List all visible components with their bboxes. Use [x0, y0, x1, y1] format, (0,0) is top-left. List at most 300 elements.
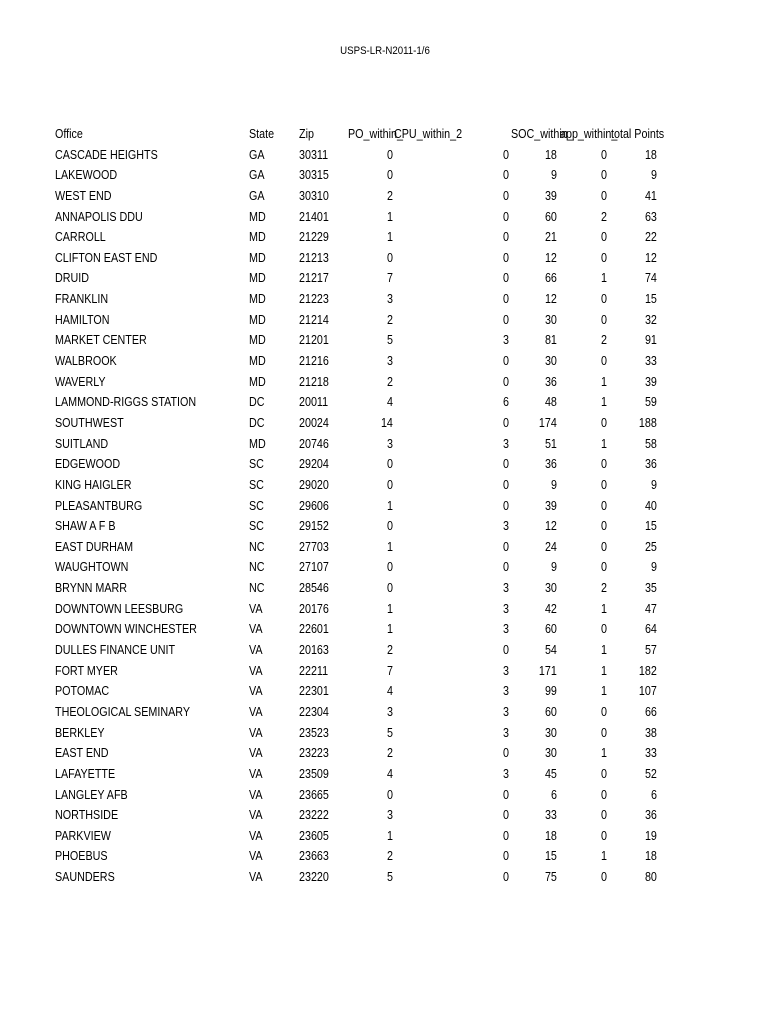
soc-within-cell: 15 — [545, 849, 557, 864]
state-cell: GA — [249, 168, 265, 183]
app-within-cell: 1 — [601, 643, 607, 658]
office-cell: WALBROOK — [55, 354, 117, 369]
table-row — [0, 310, 770, 331]
soc-within-cell: 30 — [545, 354, 557, 369]
po-within-cell: 7 — [387, 271, 393, 286]
office-cell: LAFAYETTE — [55, 766, 116, 781]
table-header-row — [0, 124, 770, 145]
soc-within-cell: 81 — [545, 333, 557, 348]
table-row — [0, 372, 770, 393]
app-within-cell: 0 — [601, 704, 607, 719]
table-body — [0, 145, 770, 888]
zip-cell: 28546 — [299, 581, 329, 596]
table-row — [0, 516, 770, 537]
cpu-within-cell: 3 — [503, 601, 509, 616]
zip-cell: 20011 — [299, 395, 329, 410]
state-cell: NC — [249, 581, 265, 596]
cpu-within-cell: 3 — [503, 725, 509, 740]
soc-within-cell: 30 — [545, 312, 557, 327]
cpu-within-cell: 6 — [503, 395, 509, 410]
zip-cell: 22211 — [299, 663, 329, 678]
office-cell: CARROLL — [55, 230, 106, 245]
po-within-cell: 0 — [387, 477, 393, 492]
soc-within-cell: 36 — [545, 457, 557, 472]
office-cell: WAUGHTOWN — [55, 560, 129, 575]
app-within-cell: 0 — [601, 622, 607, 637]
zip-cell: 27703 — [299, 539, 329, 554]
total-points-cell: 40 — [645, 498, 657, 513]
app-within-cell: 1 — [601, 746, 607, 761]
state-cell: VA — [249, 766, 263, 781]
cpu-within-cell: 0 — [503, 230, 509, 245]
po-within-cell: 1 — [387, 498, 393, 513]
table-row — [0, 723, 770, 744]
po-within-cell: 4 — [387, 684, 393, 699]
soc-within-cell: 174 — [539, 415, 557, 430]
table-row — [0, 227, 770, 248]
office-cell: DRUID — [55, 271, 90, 286]
zip-cell: 29606 — [299, 498, 329, 513]
table-row — [0, 289, 770, 310]
total-points-cell: 6 — [651, 787, 657, 802]
office-cell: PLEASANTBURG — [55, 498, 143, 513]
zip-cell: 30315 — [299, 168, 329, 183]
state-cell: DC — [249, 395, 265, 410]
total-points-cell: 80 — [645, 870, 657, 885]
table-row — [0, 537, 770, 558]
office-cell: MARKET CENTER — [55, 333, 147, 348]
cpu-within-cell: 0 — [503, 271, 509, 286]
cpu-within-cell: 0 — [503, 292, 509, 307]
cpu-within-cell: 0 — [503, 787, 509, 802]
soc-within-cell: 39 — [545, 498, 557, 513]
office-cell: DOWNTOWN LEESBURG — [55, 601, 184, 616]
po-within-cell: 3 — [387, 704, 393, 719]
po-within-cell: 0 — [387, 250, 393, 265]
column-header-zip: Zip — [299, 127, 314, 141]
po-within-cell: 4 — [387, 766, 393, 781]
table-row — [0, 661, 770, 682]
app-within-cell: 0 — [601, 354, 607, 369]
total-points-cell: 66 — [645, 704, 657, 719]
app-within-cell: 1 — [601, 601, 607, 616]
office-cell: LAMMOND-RIGGS STATION — [55, 395, 197, 410]
office-cell: THEOLOGICAL SEMINARY — [55, 704, 191, 719]
office-cell: WAVERLY — [55, 374, 106, 389]
office-cell: SUITLAND — [55, 436, 109, 451]
soc-within-cell: 33 — [545, 808, 557, 823]
office-cell: SAUNDERS — [55, 870, 115, 885]
state-cell: SC — [249, 498, 264, 513]
total-points-cell: 58 — [645, 436, 657, 451]
cpu-within-cell: 3 — [503, 704, 509, 719]
column-header-cpu-within: CPU_within_2 — [394, 127, 463, 141]
total-points-cell: 63 — [645, 209, 657, 224]
app-within-cell: 0 — [601, 766, 607, 781]
zip-cell: 30311 — [299, 147, 329, 162]
po-within-cell: 0 — [387, 168, 393, 183]
office-cell: SHAW A F B — [55, 519, 116, 534]
cpu-within-cell: 0 — [503, 828, 509, 843]
table-row — [0, 619, 770, 640]
soc-within-cell: 12 — [545, 292, 557, 307]
zip-cell: 22601 — [299, 622, 329, 637]
po-within-cell: 3 — [387, 292, 393, 307]
app-within-cell: 0 — [601, 312, 607, 327]
total-points-cell: 74 — [645, 271, 657, 286]
po-within-cell: 5 — [387, 870, 393, 885]
app-within-cell: 1 — [601, 849, 607, 864]
state-cell: MD — [249, 271, 266, 286]
total-points-cell: 91 — [645, 333, 657, 348]
app-within-cell: 0 — [601, 539, 607, 554]
po-within-cell: 1 — [387, 230, 393, 245]
soc-within-cell: 39 — [545, 188, 557, 203]
total-points-cell: 59 — [645, 395, 657, 410]
state-cell: VA — [249, 684, 263, 699]
state-cell: VA — [249, 622, 263, 637]
po-within-cell: 5 — [387, 725, 393, 740]
state-cell: VA — [249, 870, 263, 885]
po-within-cell: 0 — [387, 581, 393, 596]
state-cell: VA — [249, 704, 263, 719]
app-within-cell: 0 — [601, 519, 607, 534]
total-points-cell: 47 — [645, 601, 657, 616]
total-points-cell: 39 — [645, 374, 657, 389]
state-cell: DC — [249, 415, 265, 430]
cpu-within-cell: 3 — [503, 622, 509, 637]
total-points-cell: 15 — [645, 292, 657, 307]
total-points-cell: 9 — [651, 477, 657, 492]
cpu-within-cell: 3 — [503, 766, 509, 781]
soc-within-cell: 60 — [545, 209, 557, 224]
total-points-cell: 52 — [645, 766, 657, 781]
zip-cell: 23509 — [299, 766, 329, 781]
state-cell: SC — [249, 477, 264, 492]
zip-cell: 27107 — [299, 560, 329, 575]
po-within-cell: 1 — [387, 622, 393, 637]
column-header-app-within: app_within_ — [560, 127, 618, 141]
cpu-within-cell: 0 — [503, 477, 509, 492]
soc-within-cell: 54 — [545, 643, 557, 658]
total-points-cell: 41 — [645, 188, 657, 203]
zip-cell: 21216 — [299, 354, 329, 369]
cpu-within-cell: 3 — [503, 663, 509, 678]
app-within-cell: 0 — [601, 168, 607, 183]
total-points-cell: 9 — [651, 168, 657, 183]
total-points-cell: 32 — [645, 312, 657, 327]
app-within-cell: 0 — [601, 828, 607, 843]
table-row — [0, 681, 770, 702]
cpu-within-cell: 3 — [503, 333, 509, 348]
cpu-within-cell: 0 — [503, 560, 509, 575]
po-within-cell: 0 — [387, 787, 393, 802]
app-within-cell: 0 — [601, 147, 607, 162]
zip-cell: 20176 — [299, 601, 329, 616]
table-row — [0, 434, 770, 455]
state-cell: MD — [249, 230, 266, 245]
soc-within-cell: 18 — [545, 147, 557, 162]
total-points-cell: 9 — [651, 560, 657, 575]
office-cell: FORT MYER — [55, 663, 118, 678]
app-within-cell: 2 — [601, 209, 607, 224]
total-points-cell: 38 — [645, 725, 657, 740]
column-header-total-points: total Points — [611, 127, 665, 141]
state-cell: MD — [249, 374, 266, 389]
po-within-cell: 0 — [387, 560, 393, 575]
cpu-within-cell: 0 — [503, 250, 509, 265]
po-within-cell: 0 — [387, 457, 393, 472]
table-row — [0, 454, 770, 475]
table-row — [0, 805, 770, 826]
table-row — [0, 413, 770, 434]
office-cell: CASCADE HEIGHTS — [55, 147, 158, 162]
state-cell: NC — [249, 539, 265, 554]
cpu-within-cell: 0 — [503, 209, 509, 224]
cpu-within-cell: 0 — [503, 374, 509, 389]
soc-within-cell: 66 — [545, 271, 557, 286]
cpu-within-cell: 0 — [503, 147, 509, 162]
cpu-within-cell: 0 — [503, 354, 509, 369]
cpu-within-cell: 0 — [503, 849, 509, 864]
soc-within-cell: 9 — [551, 168, 557, 183]
app-within-cell: 0 — [601, 457, 607, 472]
total-points-cell: 64 — [645, 622, 657, 637]
zip-cell: 21229 — [299, 230, 329, 245]
app-within-cell: 1 — [601, 395, 607, 410]
cpu-within-cell: 0 — [503, 870, 509, 885]
office-cell: WEST END — [55, 188, 112, 203]
table-row — [0, 599, 770, 620]
po-within-cell: 4 — [387, 395, 393, 410]
office-cell: BRYNN MARR — [55, 581, 128, 596]
app-within-cell: 0 — [601, 870, 607, 885]
zip-cell: 22304 — [299, 704, 329, 719]
state-cell: MD — [249, 354, 266, 369]
column-header-state: State — [249, 127, 275, 141]
soc-within-cell: 171 — [539, 663, 557, 678]
zip-cell: 20746 — [299, 436, 329, 451]
office-cell: PHOEBUS — [55, 849, 108, 864]
soc-within-cell: 12 — [545, 519, 557, 534]
po-within-cell: 3 — [387, 808, 393, 823]
app-within-cell: 0 — [601, 292, 607, 307]
soc-within-cell: 60 — [545, 704, 557, 719]
zip-cell: 23222 — [299, 808, 329, 823]
state-cell: VA — [249, 663, 263, 678]
state-cell: VA — [249, 849, 263, 864]
data-table — [0, 124, 770, 888]
table-row — [0, 785, 770, 806]
cpu-within-cell: 0 — [503, 415, 509, 430]
app-within-cell: 0 — [601, 415, 607, 430]
cpu-within-cell: 0 — [503, 457, 509, 472]
state-cell: MD — [249, 333, 266, 348]
app-within-cell: 0 — [601, 787, 607, 802]
total-points-cell: 15 — [645, 519, 657, 534]
zip-cell: 23523 — [299, 725, 329, 740]
soc-within-cell: 60 — [545, 622, 557, 637]
state-cell: VA — [249, 828, 263, 843]
state-cell: GA — [249, 147, 265, 162]
table-row — [0, 330, 770, 351]
zip-cell: 21217 — [299, 271, 329, 286]
soc-within-cell: 42 — [545, 601, 557, 616]
total-points-cell: 107 — [639, 684, 657, 699]
total-points-cell: 188 — [639, 415, 657, 430]
total-points-cell: 12 — [645, 250, 657, 265]
zip-cell: 21201 — [299, 333, 329, 348]
soc-within-cell: 18 — [545, 828, 557, 843]
app-within-cell: 0 — [601, 725, 607, 740]
table-row — [0, 392, 770, 413]
office-cell: POTOMAC — [55, 684, 110, 699]
office-cell: EAST END — [55, 746, 109, 761]
zip-cell: 23220 — [299, 870, 329, 885]
state-cell: VA — [249, 601, 263, 616]
office-cell: EAST DURHAM — [55, 539, 134, 554]
total-points-cell: 35 — [645, 581, 657, 596]
state-cell: MD — [249, 436, 266, 451]
soc-within-cell: 30 — [545, 581, 557, 596]
app-within-cell: 1 — [601, 684, 607, 699]
soc-within-cell: 9 — [551, 560, 557, 575]
cpu-within-cell: 3 — [503, 684, 509, 699]
app-within-cell: 2 — [601, 581, 607, 596]
table-row — [0, 475, 770, 496]
app-within-cell: 0 — [601, 808, 607, 823]
total-points-cell: 25 — [645, 539, 657, 554]
total-points-cell: 36 — [645, 457, 657, 472]
app-within-cell: 1 — [601, 663, 607, 678]
table-row — [0, 846, 770, 867]
zip-cell: 20163 — [299, 643, 329, 658]
soc-within-cell: 6 — [551, 787, 557, 802]
soc-within-cell: 45 — [545, 766, 557, 781]
total-points-cell: 18 — [645, 147, 657, 162]
table-row — [0, 207, 770, 228]
table-row — [0, 702, 770, 723]
cpu-within-cell: 0 — [503, 168, 509, 183]
total-points-cell: 33 — [645, 354, 657, 369]
cpu-within-cell: 3 — [503, 436, 509, 451]
po-within-cell: 3 — [387, 354, 393, 369]
po-within-cell: 1 — [387, 828, 393, 843]
table-row — [0, 640, 770, 661]
table-row — [0, 578, 770, 599]
zip-cell: 23223 — [299, 746, 329, 761]
app-within-cell: 2 — [601, 333, 607, 348]
app-within-cell: 0 — [601, 560, 607, 575]
office-cell: SOUTHWEST — [55, 415, 124, 430]
table-row — [0, 496, 770, 517]
column-header-office: Office — [55, 127, 83, 141]
zip-cell: 30310 — [299, 188, 329, 203]
soc-within-cell: 30 — [545, 725, 557, 740]
table-row — [0, 557, 770, 578]
soc-within-cell: 36 — [545, 374, 557, 389]
table-row — [0, 743, 770, 764]
cpu-within-cell: 3 — [503, 581, 509, 596]
state-cell: NC — [249, 560, 265, 575]
po-within-cell: 2 — [387, 643, 393, 658]
app-within-cell: 0 — [601, 250, 607, 265]
office-cell: FRANKLIN — [55, 292, 109, 307]
state-cell: SC — [249, 457, 264, 472]
office-cell: ANNAPOLIS DDU — [55, 209, 143, 224]
page-header: USPS-LR-N2011-1/6 — [340, 45, 430, 57]
table-row — [0, 351, 770, 372]
state-cell: GA — [249, 188, 265, 203]
cpu-within-cell: 3 — [503, 519, 509, 534]
office-cell: KING HAIGLER — [55, 477, 132, 492]
total-points-cell: 22 — [645, 230, 657, 245]
total-points-cell: 36 — [645, 808, 657, 823]
cpu-within-cell: 0 — [503, 539, 509, 554]
app-within-cell: 1 — [601, 271, 607, 286]
cpu-within-cell: 0 — [503, 746, 509, 761]
table-row — [0, 826, 770, 847]
table-row — [0, 165, 770, 186]
zip-cell: 21401 — [299, 209, 329, 224]
soc-within-cell: 24 — [545, 539, 557, 554]
table-row — [0, 764, 770, 785]
column-header-soc-within: SOC_within_ — [511, 127, 574, 141]
po-within-cell: 0 — [387, 519, 393, 534]
po-within-cell: 2 — [387, 374, 393, 389]
zip-cell: 21218 — [299, 374, 329, 389]
po-within-cell: 1 — [387, 209, 393, 224]
zip-cell: 29204 — [299, 457, 329, 472]
cpu-within-cell: 0 — [503, 808, 509, 823]
app-within-cell: 0 — [601, 498, 607, 513]
state-cell: VA — [249, 808, 263, 823]
soc-within-cell: 51 — [545, 436, 557, 451]
total-points-cell: 57 — [645, 643, 657, 658]
column-header-po-within: PO_within_ — [348, 127, 403, 141]
app-within-cell: 1 — [601, 374, 607, 389]
state-cell: VA — [249, 643, 263, 658]
office-cell: CLIFTON EAST END — [55, 250, 158, 265]
table-row — [0, 867, 770, 888]
cpu-within-cell: 0 — [503, 312, 509, 327]
po-within-cell: 1 — [387, 601, 393, 616]
po-within-cell: 1 — [387, 539, 393, 554]
zip-cell: 23665 — [299, 787, 329, 802]
soc-within-cell: 9 — [551, 477, 557, 492]
state-cell: VA — [249, 787, 263, 802]
office-cell: HAMILTON — [55, 312, 110, 327]
cpu-within-cell: 0 — [503, 498, 509, 513]
app-within-cell: 1 — [601, 436, 607, 451]
po-within-cell: 2 — [387, 188, 393, 203]
total-points-cell: 19 — [645, 828, 657, 843]
cpu-within-cell: 0 — [503, 188, 509, 203]
soc-within-cell: 75 — [545, 870, 557, 885]
zip-cell: 21214 — [299, 312, 329, 327]
app-within-cell: 0 — [601, 188, 607, 203]
table-row — [0, 145, 770, 166]
po-within-cell: 14 — [381, 415, 393, 430]
table-row — [0, 186, 770, 207]
state-cell: SC — [249, 519, 264, 534]
cpu-within-cell: 0 — [503, 643, 509, 658]
state-cell: VA — [249, 746, 263, 761]
zip-cell: 23663 — [299, 849, 329, 864]
office-cell: PARKVIEW — [55, 828, 111, 843]
state-cell: MD — [249, 292, 266, 307]
zip-cell: 29152 — [299, 519, 329, 534]
